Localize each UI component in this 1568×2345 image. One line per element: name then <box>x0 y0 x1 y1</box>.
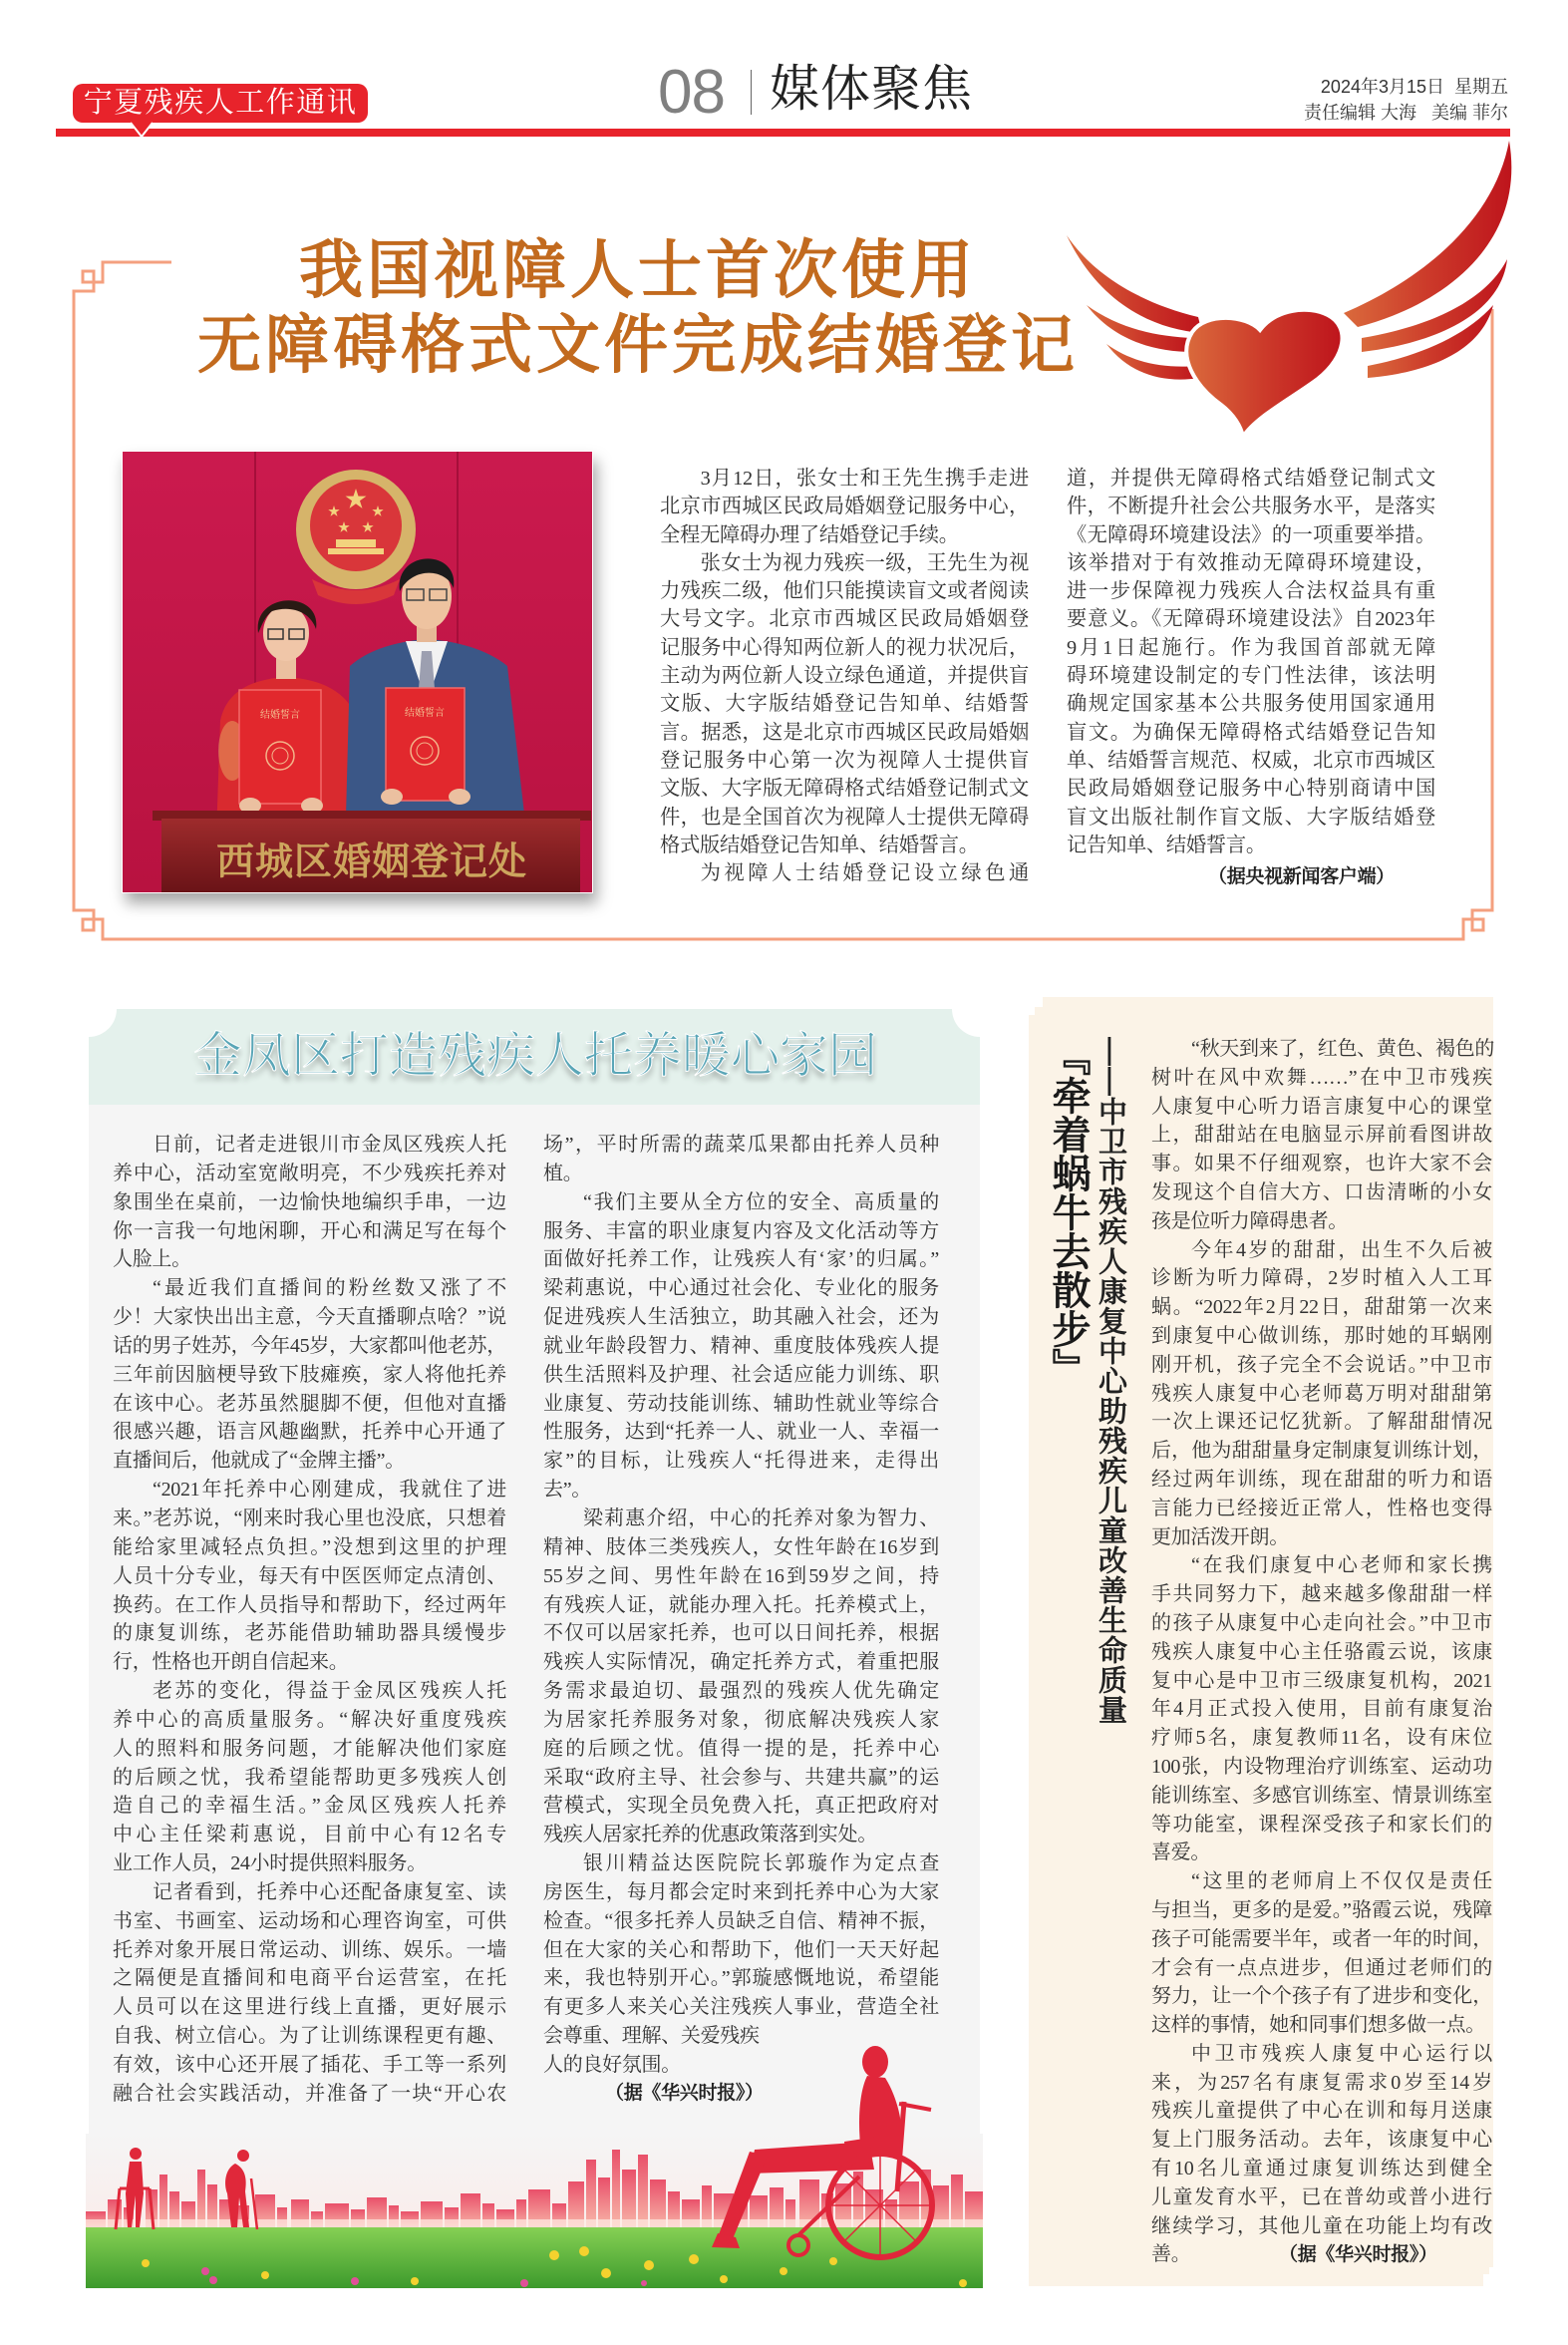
text-line: 为视障人士结婚登记设立绿色通 <box>700 862 1029 885</box>
text-line: 继续学习，其他儿童在功能上均有改 <box>1151 2214 1492 2237</box>
left-article-column-2 <box>543 1131 939 2109</box>
text-line: 供生活照料及护理、社会适应能力训练、职 <box>543 1363 939 1386</box>
text-line: 有效，该中心还开展了插花、手工等一系列 <box>113 2054 506 2076</box>
text-line: 话的男子姓苏，今年45岁，大家都叫他老苏， <box>113 1334 506 1357</box>
text-line: 诊断为听力障碍，2岁时植入人工耳 <box>1151 1267 1492 1290</box>
text-line: “2021年托养中心刚建成，我就住了进 <box>153 1479 506 1502</box>
text-line: 这样的事情，她和同事们想多做一点。 <box>1151 2014 1485 2037</box>
text-line: 残疾人康复中心主任骆霞云说，该康 <box>1151 1640 1492 1663</box>
wheelchair-user-silhouette <box>710 2042 959 2291</box>
text-line: 件，不断提升社会公共服务水平，是落实 <box>1067 496 1435 518</box>
text-line: 盲文出版社制作盲文版、大字版结婚登 <box>1067 806 1435 829</box>
top-article-column-1 <box>660 465 1029 887</box>
text-line: 来。”老苏说，“刚来时我心里也没底，只想着 <box>113 1507 506 1529</box>
text-line: 养中心的高质量服务。“解决好重度残疾 <box>113 1708 506 1731</box>
text-line: 格式版结婚登记告知单、结婚誓言。 <box>660 834 979 856</box>
text-line: 大号文字。北京市西城区民政局婚姻登 <box>660 608 1029 631</box>
paragraph <box>113 1476 506 1677</box>
text-line: 的后顾之忧，我希望能帮助更多残疾人创 <box>113 1766 506 1789</box>
text-line: 行，性格也开朗自信起来。 <box>113 1651 349 1674</box>
text-line: 言。据悉，这是北京市西城区民政局婚姻 <box>660 721 1029 744</box>
text-line: 托养对象开展日常运动、训练、娱乐。一墙 <box>113 1938 506 1961</box>
text-line: 能训练室、多感官训练室、情景训练室 <box>1151 1784 1492 1807</box>
text-line: 性服务，达到“托养一人、就业一人、幸福一 <box>543 1421 939 1444</box>
text-line: 为居家托养服务对象，彻底解决残疾人家 <box>543 1708 939 1731</box>
svg-text:结婚誓言: 结婚誓言 <box>260 710 300 721</box>
text-line: 善。 <box>1151 2243 1191 2266</box>
text-line: 银川精益达医院院长郭璇作为定点查 <box>583 1852 939 1875</box>
text-line: 进一步保障视力残疾人合法权益具有重 <box>1067 580 1435 603</box>
text-line: 的康复训练，老苏能借助辅助器具缓慢步 <box>113 1622 506 1645</box>
text-line: 场”，平时所需的蔬菜瓜果都由托养人员种 <box>543 1134 939 1156</box>
text-line: 民政局婚姻登记服务中心特别商请中国 <box>1067 778 1435 801</box>
text-line: 来，为257名有康复需求0岁至14岁 <box>1151 2071 1492 2094</box>
text-line: 记服务中心得知两位新人的视力状况后， <box>660 636 1029 659</box>
text-line: 业工作人员，24小时提供照料服务。 <box>113 1852 427 1875</box>
text-line: 养中心，活动室宽敞明亮，不少残疾托养对 <box>113 1162 506 1184</box>
text-line: 你一言我一句地闲聊，开心和满足写在每个 <box>113 1219 506 1242</box>
text-line: 刚开机，孩子完全不会说话。”中卫市 <box>1151 1353 1492 1376</box>
text-line: 疗师5名，康复教师11名，设有床位 <box>1151 1727 1492 1750</box>
top-article-column-2 <box>1067 465 1435 891</box>
banner-corner-notch <box>952 981 1008 1037</box>
text-line: 的孩子从康复中心走向社会。”中卫市 <box>1151 1611 1492 1634</box>
headline-line-1: 我国视障人士首次使用 <box>299 234 977 306</box>
text-line: 确规定国家基本公共服务使用国家通用 <box>1067 693 1435 716</box>
text-line: 庭的后顾之忧。值得一提的是，托养中心 <box>543 1737 939 1760</box>
text-line: 房医生，每月都会定时来到托养中心为大家 <box>543 1880 939 1903</box>
text-line: 残疾人康复中心老师葛万明对甜甜第 <box>1151 1382 1492 1405</box>
text-line: 自我、树立信心。为了让训练课程更有趣、 <box>113 2025 506 2048</box>
paragraph <box>1151 1035 1495 1236</box>
text-line: 文版、大字版结婚登记告知单、结婚誓 <box>660 693 1029 716</box>
text-line: 力残疾二级，他们只能摸读盲文或者阅读 <box>660 580 1029 603</box>
paragraph <box>113 1274 506 1476</box>
text-line: 年4月正式投入使用，目前有康复治 <box>1151 1698 1492 1721</box>
text-line: 来，我也特别开心。”郭璇感慨地说，希望能 <box>543 1967 939 1990</box>
text-line: 《无障碍环境建设法》的一项重要举措。 <box>1067 523 1435 546</box>
text-line: 一次上课还记忆犹新。了解甜甜情况 <box>1151 1411 1492 1434</box>
text-line: 文版、大字版无障碍格式结婚登记制式文 <box>660 778 1029 801</box>
text-line: 检查。“很多托养人员缺乏自信、精神不振， <box>543 1909 939 1932</box>
text-line: 在该中心。老苏虽然腿脚不便，但他对直播 <box>113 1392 506 1415</box>
article-source: （据央视新闻客户端） <box>1208 866 1396 888</box>
section-title: 媒体聚焦 <box>770 61 973 117</box>
text-line: 碍环境建设制定的专门性法律，该法明 <box>1067 665 1435 688</box>
text-line: 家”的目标，让残疾人“托得进来，走得出 <box>543 1450 939 1473</box>
paragraph <box>543 1505 939 1849</box>
wedding-photo <box>122 451 593 893</box>
text-line: 9月1日起施行。作为我国首部就无障 <box>1067 636 1435 659</box>
text-line: 有残疾人证，就能办理入托。托养模式上， <box>543 1593 939 1616</box>
left-article-column-1 <box>113 1131 506 2109</box>
paragraph <box>113 1878 506 2109</box>
text-line: 件，也是全国首次为视障人士提供无障碍 <box>660 806 1029 829</box>
text-line: 中心主任梁莉惠说，目前中心有12名专 <box>113 1824 506 1846</box>
text-line: 100张，内设物理治疗训练室、运动功 <box>1151 1755 1492 1778</box>
text-line: 才会有一点点进步，但通过老师们的 <box>1151 1956 1492 1979</box>
publication-badge: 宁夏残疾人工作通讯 <box>73 84 368 123</box>
left-article-headline: 金凤区打造残疾人托养暖心家园 <box>193 1029 878 1083</box>
paragraph <box>1151 1867 1492 2040</box>
text-line: 采取“政府主导、社会参与、共建共赢”的运 <box>543 1766 939 1789</box>
podium-sign: 西城区婚姻登记处 <box>215 841 528 883</box>
text-line: 记者看到，托养中心还配备康复室、读 <box>153 1880 506 1903</box>
text-line: 道，并提供无障碍格式结婚登记制式文 <box>1067 468 1435 490</box>
text-line: 与担当，更多的是爱。”骆霞云说，残障 <box>1151 1898 1492 1921</box>
text-line: 残疾人实际情况，确定托养方式，着重把服 <box>543 1651 939 1674</box>
text-line: 残疾人居家托养的优惠政策落到实处。 <box>543 1824 877 1846</box>
text-line: 植。 <box>543 1162 583 1184</box>
text-line: 言能力已经接近正常人，性格也变得 <box>1151 1497 1492 1519</box>
text-line: 就业年龄段智力、精神、重度肢体残疾人提 <box>543 1334 939 1357</box>
issue-date: 2024年3月15日 星期五 <box>1320 77 1508 97</box>
text-line: 面做好托养工作，让残疾人有‘家’的归属。” <box>543 1248 939 1271</box>
text-line: 梁莉惠说，中心通过社会化、专业化的服务 <box>543 1277 939 1300</box>
text-line: 人员可以在这里进行线上直播，更好展示 <box>113 1996 506 2019</box>
paragraph <box>660 549 1029 859</box>
text-line: “最近我们直播间的粉丝数又涨了不 <box>153 1277 506 1300</box>
text-line: 残疾儿童提供了中心在训和每月送康 <box>1151 2100 1492 2123</box>
text-line: 盲文。为确保无障碍格式结婚登记告知 <box>1067 721 1435 744</box>
text-line: 不仅可以居家托养，也可以日间托养，根据 <box>543 1622 939 1645</box>
article-source: （据《华兴时报》） <box>605 2082 764 2104</box>
editor-credits: 责任编辑 大海 美编 菲尔 <box>1303 103 1508 123</box>
text-line: 有10名儿童通过康复训练达到健全 <box>1151 2158 1492 2180</box>
text-line: 张女士为视力残疾一级，王先生为视 <box>700 551 1029 574</box>
text-line: 复上门服务活动。去年，该康复中心 <box>1151 2129 1492 2152</box>
text-line: 但在大家的关心和帮助下，他们一天天好起 <box>543 1938 939 1961</box>
text-line: 努力，让一个个孩子有了进步和变化， <box>1151 1985 1492 2008</box>
paragraph <box>113 1677 506 1878</box>
text-line: 人脸上。 <box>113 1248 191 1271</box>
text-line: 直播间后，他就成了“金牌主播”。 <box>113 1450 405 1473</box>
paragraph <box>1067 465 1435 859</box>
vow-folder-left <box>239 690 321 804</box>
article-source: （据《华兴时报》） <box>1279 2243 1437 2265</box>
text-line: 蜗。“2022年2月22日，甜甜第一次来 <box>1151 1296 1492 1319</box>
winged-heart-icon <box>1057 138 1517 441</box>
text-line: 发现这个自信大方、口齿清晰的小女 <box>1151 1180 1492 1203</box>
top-article-headline <box>189 233 1087 383</box>
text-line: 人员十分专业，每天有中医医师定点清创、 <box>113 1564 506 1587</box>
text-line: “秋天到来了，红色、黄色、褐色的 <box>1191 1038 1495 1060</box>
text-line: 业康复、劳动技能训练、辅助性就业等综合 <box>543 1392 939 1415</box>
text-line: 换药。在工作人员指导和帮助下，经过两年 <box>113 1593 506 1616</box>
panel-corner-notch <box>1029 997 1043 1007</box>
text-line: 有更多人来关心关注残疾人事业，营造全社 <box>543 1996 939 2019</box>
text-line: 后，他为甜甜量身定制康复训练计划， <box>1151 1440 1492 1463</box>
text-line: 等功能室，课程深受孩子和家长们的 <box>1151 1813 1492 1836</box>
text-line: “这里的老师肩上不仅仅是责任 <box>1191 1870 1492 1893</box>
page-number: 08 <box>658 58 725 127</box>
text-line: 中卫市残疾人康复中心运行以 <box>1191 2042 1492 2065</box>
paragraph <box>543 1188 939 1505</box>
text-line: 树叶在风中欢舞……”在中卫市残疾 <box>1151 1066 1492 1089</box>
text-line: 营模式，实现全员免费入托，真正把政府对 <box>543 1795 939 1818</box>
text-line: 单、结婚誓言规范、权威，北京市西城区 <box>1067 749 1435 772</box>
text-line: 服务、丰富的职业康复内容及文化活动等方 <box>543 1219 939 1242</box>
text-line: 三年前因脑梗导致下肢瘫痪，家人将他托养 <box>113 1363 506 1386</box>
text-line: 经过两年训练，现在甜甜的听力和语 <box>1151 1468 1492 1491</box>
text-line: 梁莉惠介绍，中心的托养对象为智力、 <box>583 1507 939 1529</box>
text-line: 今年4岁的甜甜，出生不久后被 <box>1191 1238 1492 1261</box>
text-line: 会尊重、理解、关爱残疾 <box>543 2025 760 2048</box>
text-line: 精神、肢体三类残疾人，女性年龄在16岁到 <box>543 1535 939 1558</box>
paragraph <box>543 1131 939 1188</box>
text-line: 去”。 <box>543 1479 591 1502</box>
paragraph <box>660 859 1029 887</box>
text-line: 之隔便是直播间和电商平台运营室，在托 <box>113 1967 506 1990</box>
text-line: 手共同努力下，越来越多像甜甜一样 <box>1151 1583 1492 1606</box>
text-line: 造自己的幸福生活。”金凤区残疾人托养 <box>113 1795 506 1818</box>
text-line: 象围坐在桌前，一边愉快地编织手串，一边 <box>113 1190 506 1213</box>
right-article-subheadline: ——中卫市残疾人康复中心助残疾儿童改善生命质量 <box>1095 1037 1126 1725</box>
text-line: “在我们康复中心老师和家长携 <box>1191 1554 1492 1577</box>
panel-corner-notch <box>1483 2274 1493 2286</box>
text-line: 登记服务中心第一次为视障人士提供盲 <box>660 749 1029 772</box>
text-line: 人的照料和服务问题，才能解决他们家庭 <box>113 1737 506 1760</box>
paragraph <box>1151 1551 1492 1867</box>
text-line: 到康复中心做训练，那时她的耳蜗刚 <box>1151 1324 1492 1347</box>
text-line: 记告知单、结婚誓言。 <box>1067 834 1266 856</box>
panel-corner-notch <box>1029 1007 1035 1015</box>
text-line: 该举措对于有效推动无障碍环境建设， <box>1067 551 1435 574</box>
text-line: 更加活泼开朗。 <box>1151 1525 1289 1548</box>
text-line: 日前，记者走进银川市金凤区残疾人托 <box>153 1134 506 1156</box>
right-article-headline: 『牵着蜗牛去散步』 <box>1047 1037 1090 1387</box>
text-line: 3月12日，张女士和王先生携手走进 <box>700 468 1029 490</box>
paragraph <box>543 1849 939 2051</box>
vow-folder-right <box>386 688 465 801</box>
svg-text:结婚誓言: 结婚誓言 <box>405 708 445 719</box>
text-line: 全程无障碍办理了结婚登记手续。 <box>660 523 959 546</box>
paragraph <box>660 465 1029 549</box>
text-line: “我们主要从全方位的安全、高质量的 <box>583 1190 939 1213</box>
text-line: 要意义。《无障碍环境建设法》自2023年 <box>1067 608 1435 631</box>
text-line: 孩是位听力障碍患者。 <box>1151 1209 1348 1232</box>
paragraph <box>113 1131 506 1274</box>
text-line: 喜爱。 <box>1151 1842 1211 1864</box>
text-line: 融合社会实践活动，并准备了一块“开心农 <box>113 2082 506 2105</box>
banner-corner-notch <box>61 981 117 1037</box>
text-line: 孩子可能需要半年，或者一年的时间， <box>1151 1927 1492 1950</box>
right-article-column <box>1151 1035 1495 2269</box>
text-line: 促进残疾人生活独立，助其融入社会，还为 <box>543 1306 939 1329</box>
text-line: 务需求最迫切、最强烈的残疾人优先确定 <box>543 1680 939 1703</box>
text-line: 北京市西城区民政局婚姻登记服务中心， <box>660 496 1029 518</box>
text-line: 老苏的变化，得益于金凤区残疾人托 <box>153 1680 506 1703</box>
paragraph <box>1151 2040 1492 2269</box>
text-line: 儿童发育水平，已在普幼或普小进行 <box>1151 2185 1492 2208</box>
text-line: 能给家里减轻点负担。”没想到这里的护理 <box>113 1535 506 1558</box>
text-line: 人的良好氛围。 <box>543 2054 681 2076</box>
text-line: 书室、书画室、运动场和心理咨询室，可供 <box>113 1909 506 1932</box>
headline-line-2: 无障碍格式文件完成结婚登记 <box>197 309 1079 381</box>
text-line: 上，甜甜站在电脑显示屏前看图讲故 <box>1151 1124 1492 1147</box>
national-emblem-icon <box>296 470 416 604</box>
text-line: 人康复中心听力语言康复中心的课堂 <box>1151 1095 1492 1118</box>
text-line: 主动为两位新人设立绿色通道，并提供盲 <box>660 665 1029 688</box>
text-line: 少！大家快出出主意，今天直播聊点啥？”说 <box>113 1306 506 1329</box>
text-line: 事。如果不仔细观察，也许大家不会 <box>1151 1153 1492 1175</box>
text-line: 很感兴趣，语言风趣幽默，托养中心开通了 <box>113 1421 506 1444</box>
paragraph <box>1151 1236 1492 1552</box>
text-line: 复中心是中卫市三级康复机构，2021 <box>1151 1669 1492 1692</box>
text-line: 55岁之间、男性年龄在16到59岁之间，持 <box>543 1564 939 1587</box>
